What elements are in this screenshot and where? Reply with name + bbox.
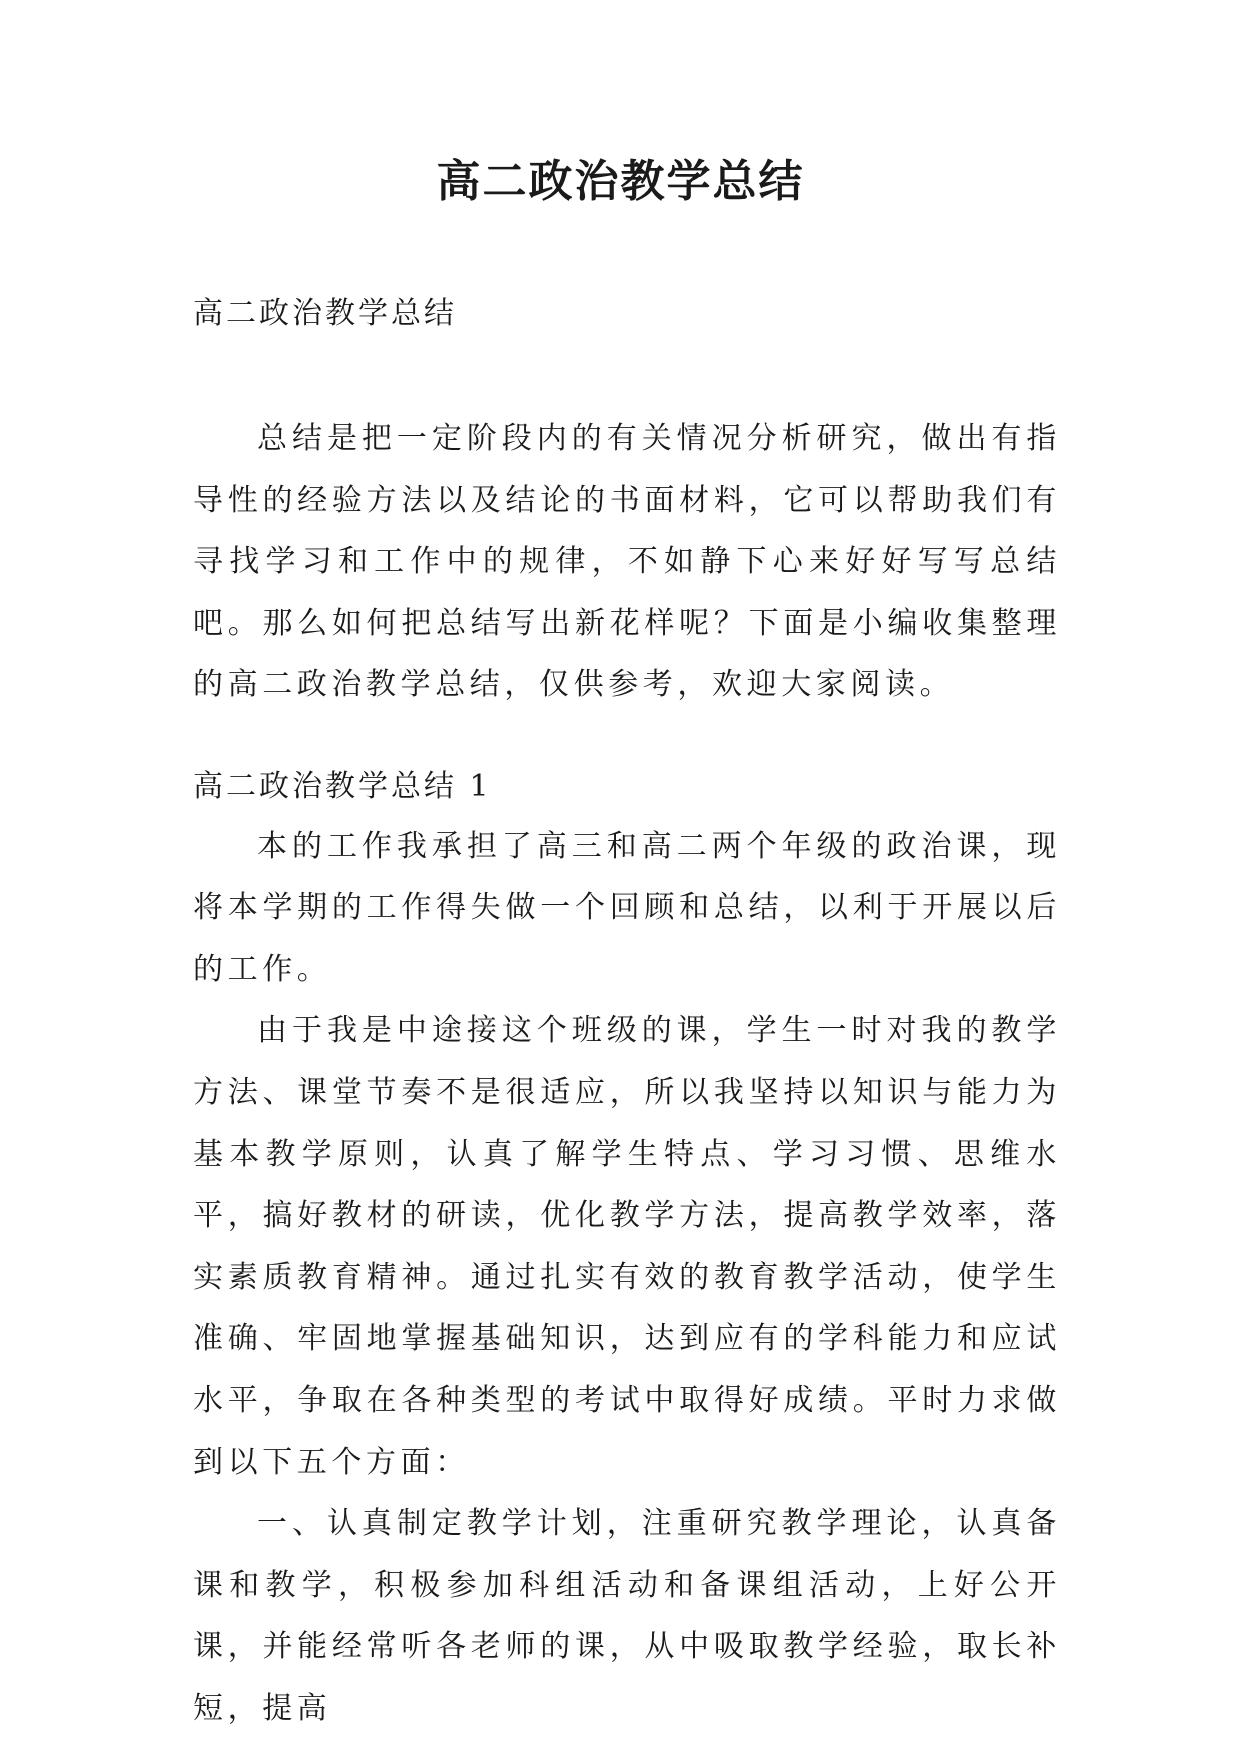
intro-block <box>193 408 1061 716</box>
intro-paragraph: 总结是把一定阶段内的有关情况分析研究，做出有指导性的经验方法以及结论的书面材料，它可以帮助我们有寻找学习和工作中的规律，不如静下心来好好写写总结吧。那么如何把总结写出新花样呢？下面是小编收集整理的高二政治教学总结，仅供参考，欢迎大家阅读。 <box>193 421 1061 703</box>
body-paragraph-3: 一、认真制定教学计划，注重研究教学理论，认真备课和教学，积极参加科组活动和备课组活动，上好公开课，并能经常听各老师的课，从中吸取教学经验，取长补短，提高 <box>193 1506 1061 1726</box>
body-paragraph-2: 由于我是中途接这个班级的课，学生一时对我的教学方法、课堂节奏不是很适应，所以我坚持以知识与能力为基本教学原则，认真了解学生特点、学习习惯、思维水平，搞好教材的研读，优化教学方法，提高教学效率，落实素质教育精神。通过扎实有效的教育教学活动，使学生准确、牢固地掌握基础知识，达到应有的学科能力和应试水平，争取在各种类型的考试中取得好成绩。平时力求做到以下五个方面： <box>193 1013 1061 1480</box>
body-paragraph-1: 本的工作我承担了高三和高二两个年级的政治课，现将本学期的工作得失做一个回顾和总结，以利于开展以后的工作。 <box>193 828 1061 987</box>
section-1 <box>193 756 1061 1740</box>
document-subtitle: 高二政治教学总结 <box>193 296 457 331</box>
section-heading: 高二政治教学总结 1 <box>193 769 492 804</box>
document-title: 高二政治教学总结 <box>436 156 805 207</box>
